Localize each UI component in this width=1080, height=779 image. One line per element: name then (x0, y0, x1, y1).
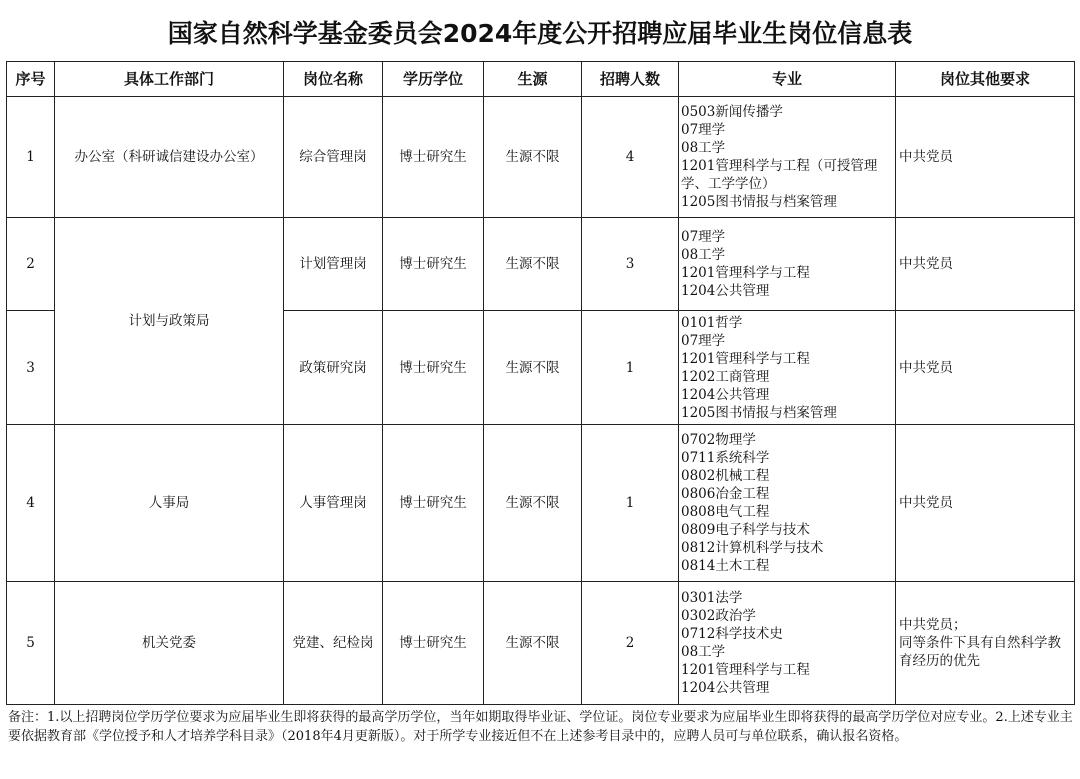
row-post: 党建、纪检岗 (284, 582, 383, 705)
col-header-major: 专业 (679, 62, 896, 97)
major-item: 0814土木工程 (681, 558, 770, 574)
row-req (896, 425, 1075, 582)
major-item: 07理学 (681, 229, 726, 245)
req-item: 同等条件下具有自然科学教育经历的优先 (899, 635, 1061, 669)
row-no: 1 (7, 97, 55, 218)
major-item: 0301法学 (681, 590, 743, 606)
row-no: 3 (7, 311, 55, 425)
major-item: 0711系统科学 (681, 450, 770, 466)
req-item: 中共党员 (899, 256, 953, 272)
row-post: 政策研究岗 (284, 311, 383, 425)
row-count: 2 (582, 582, 679, 705)
row-dept: 机关党委 (55, 582, 284, 705)
major-item: 0809电子科学与技术 (681, 522, 810, 538)
col-header-degree: 学历学位 (383, 62, 484, 97)
row-source: 生源不限 (484, 582, 582, 705)
page-title: 国家自然科学基金委员会2024年度公开招聘应届毕业生岗位信息表 (167, 19, 913, 48)
row-majors (679, 97, 896, 218)
major-item: 08工学 (681, 644, 726, 660)
table-row (7, 582, 1075, 705)
major-item: 0808电气工程 (681, 504, 770, 520)
major-item: 1204公共管理 (681, 283, 770, 299)
row-count: 3 (582, 218, 679, 311)
req-item: 中共党员 (899, 149, 953, 165)
row-req (896, 97, 1075, 218)
row-majors (679, 425, 896, 582)
footnote-text: 备注：1.以上招聘岗位学历学位要求为应届毕业生即将获得的最高学历学位，当年如期取得毕业证、学位证。岗位专业要求为应届毕业生即将获得的最高学历学位对应专业。2.上述专业主要依据教育部《学位授予和人才培养学科目录》（2018年4月更新版）。对于所学专业接近但不在上述参考目录中的，应聘人员可与单位联系，确认报名资格。 (8, 710, 1073, 744)
major-item: 07理学 (681, 122, 726, 138)
job-table (6, 61, 1075, 705)
major-item: 1204公共管理 (681, 386, 770, 403)
row-count: 1 (582, 425, 679, 582)
row-no: 5 (7, 582, 55, 705)
major-item: 1201管理科学与工程 (681, 662, 810, 678)
row-degree: 博士研究生 (383, 218, 484, 311)
row-majors (679, 311, 896, 425)
row-dept: 办公室（科研诚信建设办公室） (55, 97, 284, 218)
major-item: 08工学 (681, 140, 726, 156)
req-item: 中共党员 (899, 495, 953, 511)
major-item: 1201管理科学与工程 (681, 350, 810, 367)
major-item: 0101哲学 (681, 314, 743, 331)
major-item: 0503新闻传播学 (681, 104, 783, 120)
major-item: 0702物理学 (681, 432, 756, 448)
row-count: 1 (582, 311, 679, 425)
major-item: 07理学 (681, 332, 726, 349)
req-item: 中共党员 (899, 359, 953, 376)
row-req (896, 311, 1075, 425)
row-no: 4 (7, 425, 55, 582)
col-header-post: 岗位名称 (284, 62, 383, 97)
row-degree: 博士研究生 (383, 97, 484, 218)
row-majors (679, 582, 896, 705)
row-degree: 博士研究生 (383, 425, 484, 582)
major-item: 1205图书情报与档案管理 (681, 404, 837, 421)
row-req (896, 218, 1075, 311)
col-header-source: 生源 (484, 62, 582, 97)
major-item: 1201管理科学与工程 (681, 265, 810, 281)
major-item: 1205图书情报与档案管理 (681, 194, 837, 210)
footnote (8, 708, 1074, 746)
major-item: 0802机械工程 (681, 468, 770, 484)
major-item: 0712科学技术史 (681, 626, 783, 642)
major-item: 1202工商管理 (681, 368, 770, 385)
row-source: 生源不限 (484, 311, 582, 425)
table-row (7, 218, 1075, 311)
row-source: 生源不限 (484, 218, 582, 311)
major-item: 1204公共管理 (681, 680, 770, 696)
row-count: 4 (582, 97, 679, 218)
row-degree: 博士研究生 (383, 311, 484, 425)
table-row (7, 425, 1075, 582)
major-item: 08工学 (681, 247, 726, 263)
col-header-no: 序号 (7, 62, 55, 97)
major-item: 0806冶金工程 (681, 486, 770, 502)
major-item: 1201管理科学与工程（可授管理学、工学学位） (681, 158, 878, 192)
row-post: 计划管理岗 (284, 218, 383, 311)
row-no: 2 (7, 218, 55, 311)
row-source: 生源不限 (484, 97, 582, 218)
table-row (7, 97, 1075, 218)
row-dept: 计划与政策局 (55, 218, 284, 425)
major-item: 0302政治学 (681, 608, 756, 624)
row-source: 生源不限 (484, 425, 582, 582)
col-header-count: 招聘人数 (582, 62, 679, 97)
req-item: 中共党员； (899, 617, 967, 633)
major-item: 0812计算机科学与技术 (681, 540, 824, 556)
row-post: 人事管理岗 (284, 425, 383, 582)
row-post: 综合管理岗 (284, 97, 383, 218)
col-header-dept: 具体工作部门 (55, 62, 284, 97)
row-majors (679, 218, 896, 311)
col-header-req: 岗位其他要求 (896, 62, 1075, 97)
row-degree: 博士研究生 (383, 582, 484, 705)
row-req (896, 582, 1075, 705)
row-dept: 人事局 (55, 425, 284, 582)
table-header-row (7, 62, 1075, 97)
